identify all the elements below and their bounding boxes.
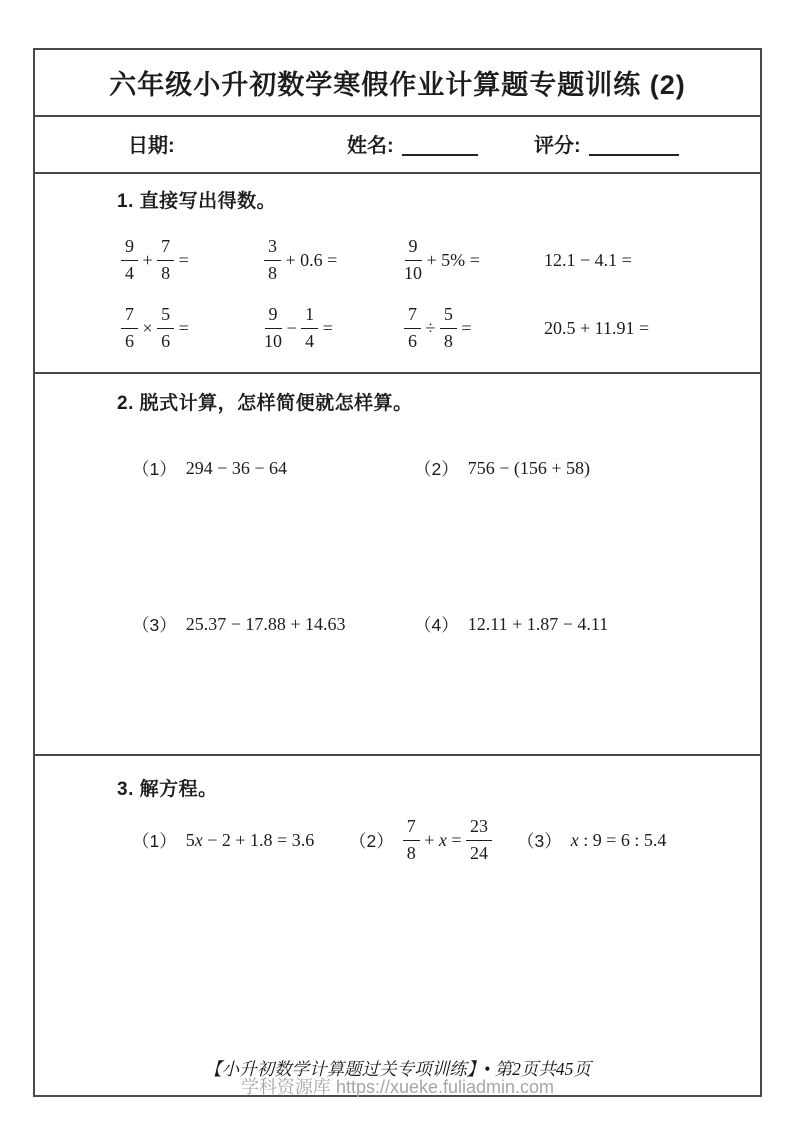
footer-text: 【小升初数学计算题过关专项训练】• 第2页共45页 [204, 1059, 591, 1079]
name-field [347, 115, 478, 172]
q1-expression-8: 20.5 + 11.91 = [544, 317, 650, 338]
q3-item-2 [349, 808, 492, 872]
page-title: 六年级小升初数学寒假作业计算题专题训练 (2) [109, 70, 686, 100]
q2-item-3 [132, 602, 346, 646]
fraction: $\frac{1}{4}$ [301, 304, 318, 351]
q2-item-2-expression: 756 − (156 + 58) [467, 457, 591, 478]
q3-item-3-number: （3） [517, 830, 562, 851]
q1-expression-7: $\frac{7}{6}$ ÷ $\frac{5}{8}$ = [404, 298, 472, 358]
fraction: $\frac{7}{6}$ [404, 304, 421, 351]
q2-item-3-expression: 25.37 − 17.88 + 14.63 [185, 613, 346, 634]
question3-heading: 3. 解方程。 [117, 779, 218, 800]
q3-item-1-equation: 5 x − 2 + 1.8 = 3.6 [185, 829, 315, 850]
q1-expression-4: 12.1 − 4.1 = [544, 249, 632, 270]
q2-item-1-number: （1） [132, 458, 177, 479]
fraction: $\frac{7}{6}$ [121, 304, 138, 351]
worksheet-page [33, 48, 762, 1097]
q3-item-3-equation: x : 9 = 6 : 5.4 [570, 829, 667, 850]
q1-expression-1: $\frac{9}{4}$ + $\frac{7}{8}$ = [121, 230, 189, 290]
q1-expression-3: $\frac{9}{10}$ + 5% = [404, 236, 480, 283]
fraction: $\frac{5}{8}$ [440, 304, 457, 351]
score-field [534, 115, 679, 172]
question2-heading: 2. 脱式计算，怎样简便就怎样算。 [117, 393, 413, 414]
date-label: 日期: [128, 135, 175, 157]
fraction: $\frac{9}{10}$ [264, 304, 282, 351]
fraction: $\frac{7}{8}$ [403, 816, 420, 863]
name-blank [402, 132, 478, 156]
date-field [128, 115, 175, 172]
q1-expression-2: $\frac{3}{8}$ + 0.6 = [264, 230, 337, 290]
q3-item-1 [132, 808, 314, 872]
score-blank [589, 132, 679, 156]
q2-item-1 [132, 446, 287, 490]
score-label: 评分: [534, 135, 581, 157]
q2-item-2-number: （2） [414, 458, 459, 479]
q2-item-4-number: （4） [414, 614, 459, 635]
q2-item-1-expression: 294 − 36 − 64 [185, 457, 288, 478]
fraction: $\frac{9}{10}$ [404, 236, 422, 283]
q1-expression-5: $\frac{7}{6}$ × $\frac{5}{6}$ = [121, 298, 189, 358]
divider-below-meta [35, 172, 760, 174]
q1-expression-6: $\frac{9}{10}$ − $\frac{1}{4}$ = [264, 304, 333, 351]
q2-item-4-expression: 12.11 + 1.87 − 4.11 [467, 613, 609, 634]
watermark-text: 学科资源库 https://xueke.fuliadmin.com [240, 1077, 555, 1097]
fraction: $\frac{5}{6}$ [157, 304, 174, 351]
question1-heading: 1. 直接写出得数。 [117, 191, 277, 212]
q2-item-3-number: （3） [132, 614, 177, 635]
divider-below-q1 [35, 372, 760, 374]
q3-item-2-equation: $\frac{7}{8}$ + x = $\frac{23}{24}$ [403, 816, 492, 863]
fraction: $\frac{3}{8}$ [264, 236, 281, 283]
name-label: 姓名: [347, 135, 394, 157]
fraction: $\frac{7}{8}$ [157, 236, 174, 283]
divider-below-q2 [35, 754, 760, 756]
title-row [35, 50, 760, 115]
q3-item-1-number: （1） [132, 830, 177, 851]
q3-item-2-number: （2） [349, 830, 394, 851]
fraction: $\frac{23}{24}$ [466, 816, 492, 863]
q3-item-3 [517, 808, 666, 872]
fraction: $\frac{9}{4}$ [121, 236, 138, 283]
q2-item-2 [414, 446, 590, 490]
q2-item-4 [414, 602, 608, 646]
